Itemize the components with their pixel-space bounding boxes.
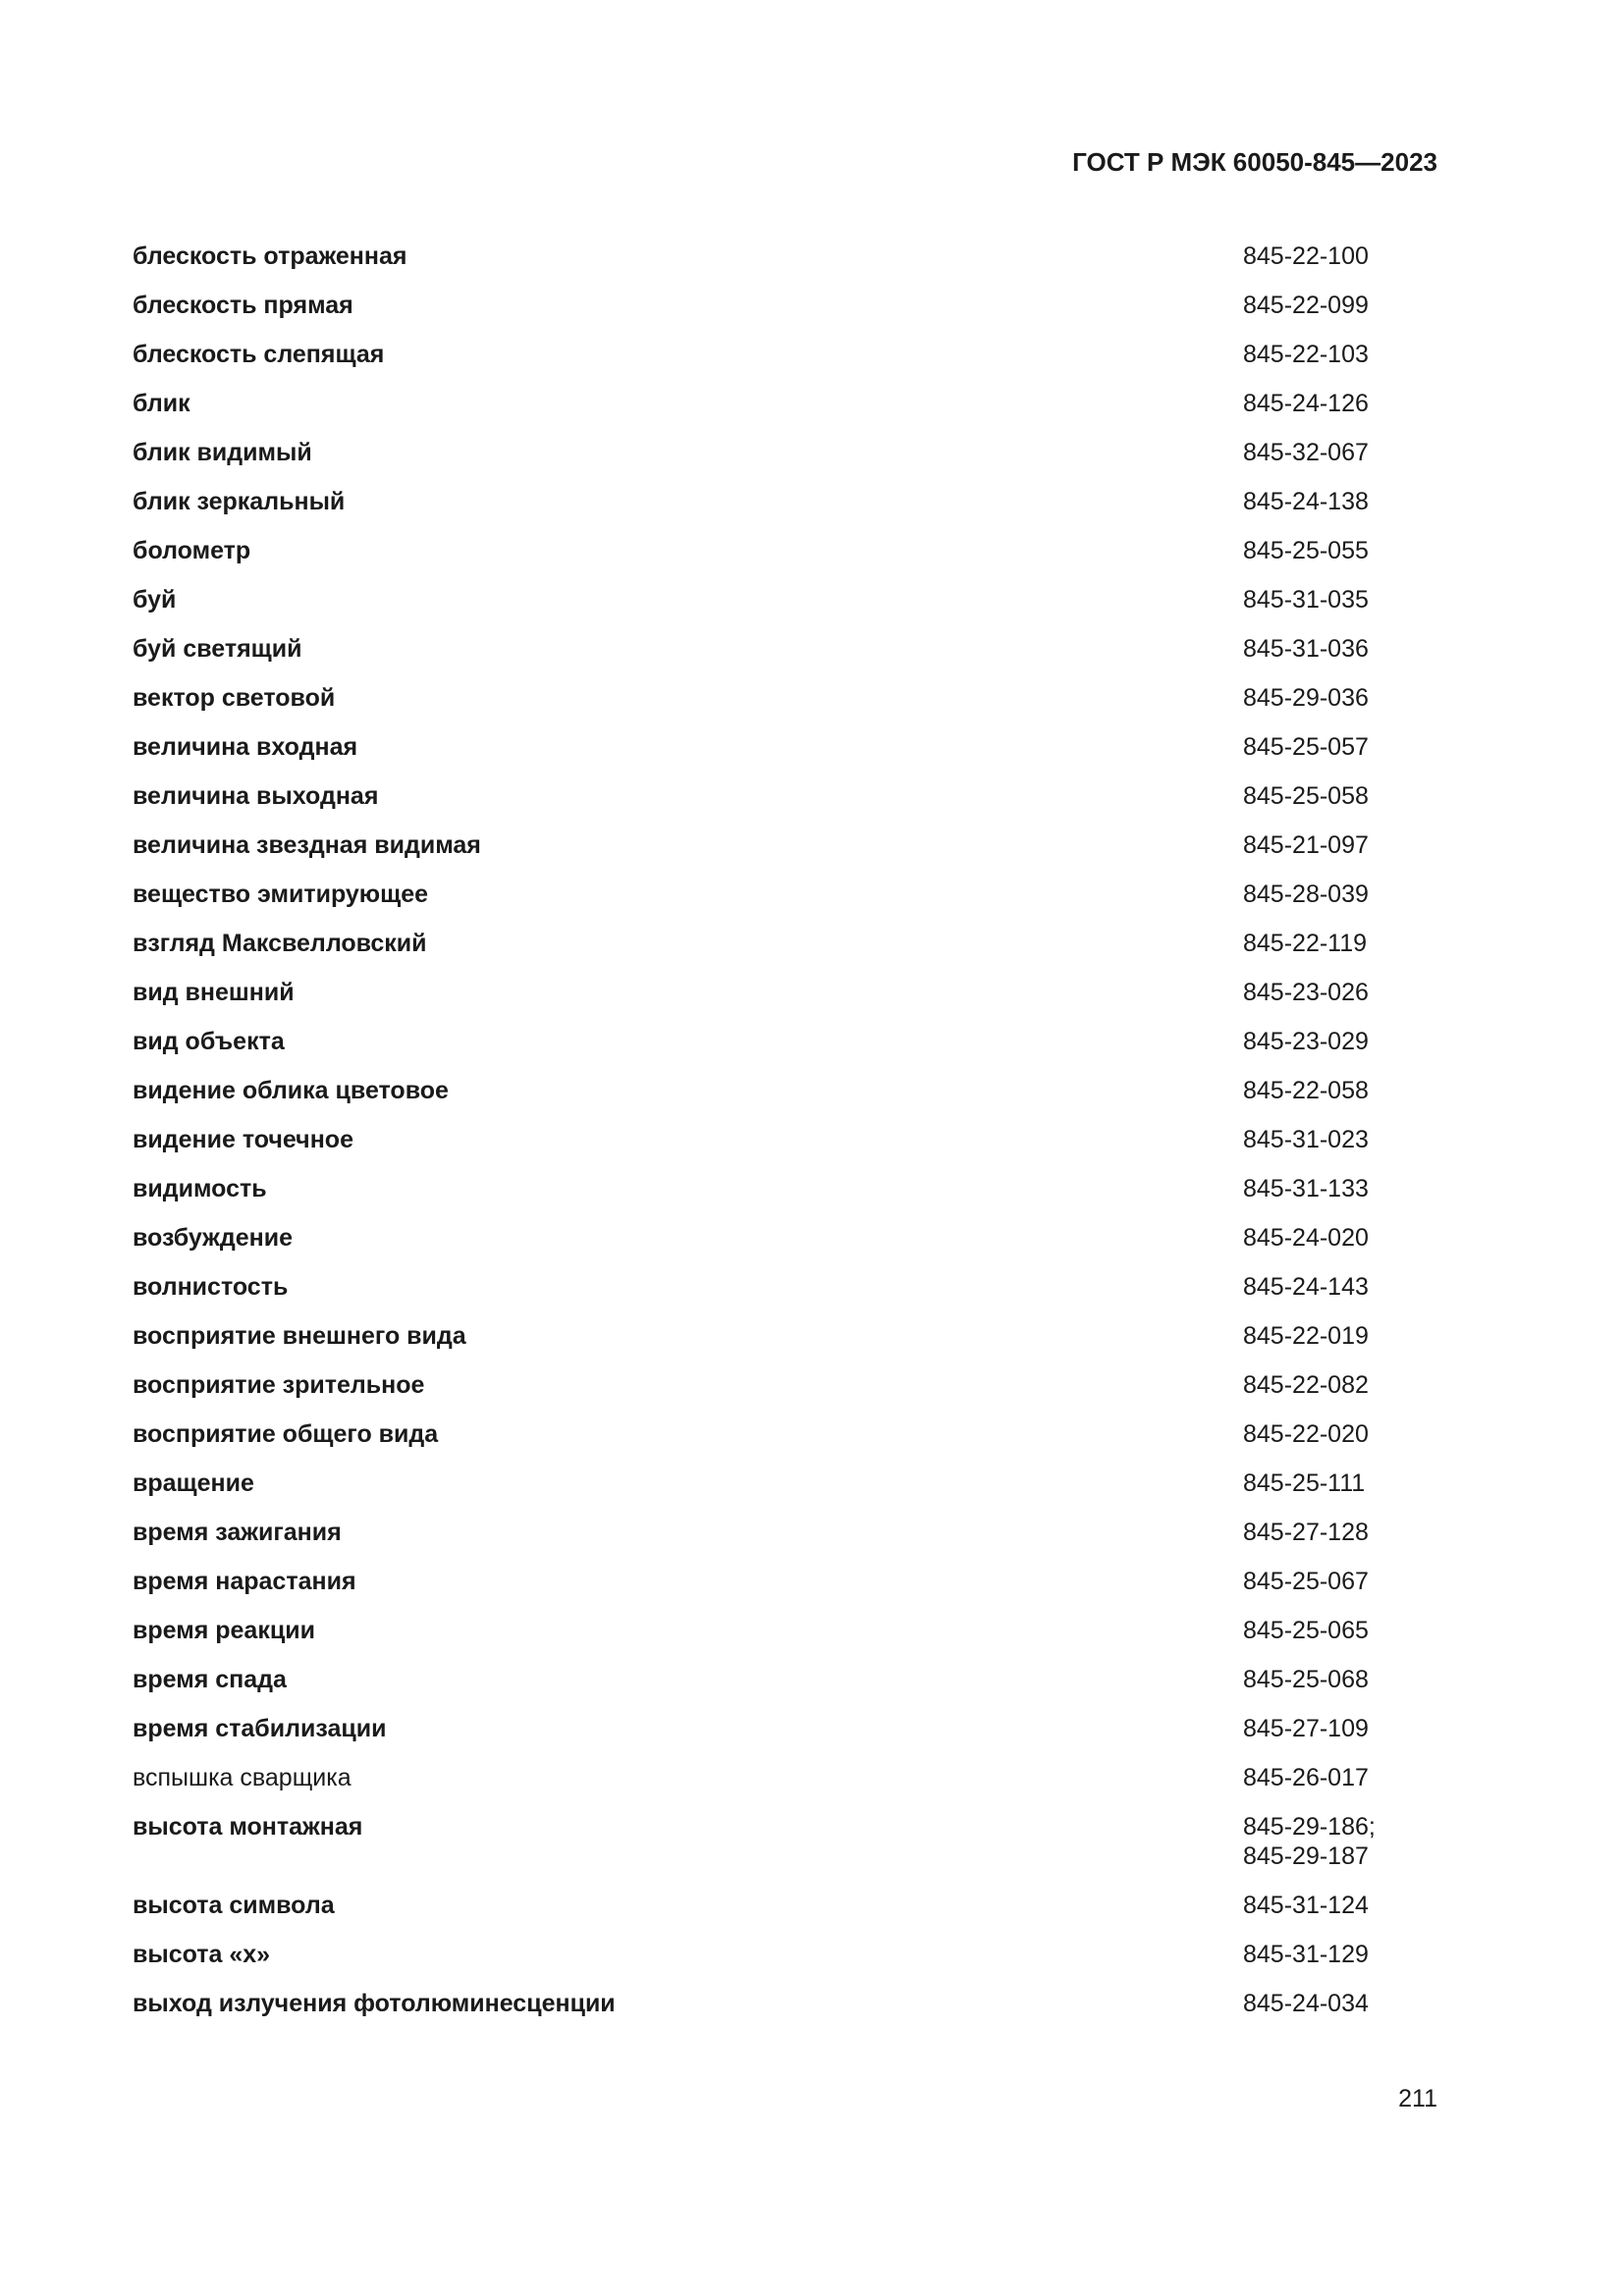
index-entry (133, 1027, 1438, 1076)
index-term: блескость прямая (133, 292, 353, 319)
index-term: величина звездная видимая (133, 831, 481, 859)
index-term: высота монтажная (133, 1813, 363, 1841)
index-term-code: 845-31-035 (1243, 586, 1369, 614)
index-term: время нарастания (133, 1568, 356, 1595)
index-entry (133, 1419, 1438, 1468)
index-term-code: 845-23-026 (1243, 979, 1369, 1006)
index-entry (133, 1468, 1438, 1518)
index-term: время реакции (133, 1617, 315, 1644)
index-term-code: 845-24-020 (1243, 1224, 1369, 1252)
index-term: вид внешний (133, 979, 295, 1006)
index-term: буй (133, 586, 177, 614)
index-term-code: 845-22-019 (1243, 1322, 1369, 1350)
index-term: вращение (133, 1469, 254, 1497)
index-term: блик (133, 390, 190, 417)
index-term-code: 845-25-065 (1243, 1617, 1369, 1644)
index-term: вещество эмитирующее (133, 881, 429, 908)
index-term-code: 845-29-036 (1243, 684, 1369, 712)
index-entry (133, 241, 1438, 291)
index-term: величина выходная (133, 782, 379, 810)
index-term-code: 845-25-058 (1243, 782, 1369, 810)
index-term-code: 845-25-055 (1243, 537, 1369, 564)
index-entry (133, 487, 1438, 536)
index-term-code: 845-22-058 (1243, 1077, 1369, 1104)
index-term-code: 845-25-111 (1243, 1469, 1366, 1497)
index-term-code: 845-25-067 (1243, 1568, 1369, 1595)
index-entry (133, 291, 1438, 340)
index-entry (133, 1223, 1438, 1272)
index-term: блик зеркальный (133, 488, 346, 515)
index-term-code: 845-24-143 (1243, 1273, 1369, 1301)
index-term-code: 845-31-133 (1243, 1175, 1369, 1202)
index-entry (133, 1714, 1438, 1763)
index-entry (133, 1812, 1438, 1891)
index-term-code: 845-23-029 (1243, 1028, 1369, 1055)
index-entry (133, 1763, 1438, 1812)
term-index-list (133, 241, 1438, 2038)
index-term: видение облика цветовое (133, 1077, 449, 1104)
index-term: высота символа (133, 1892, 335, 1919)
index-term: время спада (133, 1666, 287, 1693)
index-entry (133, 1989, 1438, 2038)
index-term: болометр (133, 537, 251, 564)
index-entry (133, 830, 1438, 880)
index-term: восприятие зрительное (133, 1371, 425, 1399)
index-term-code: 845-24-138 (1243, 488, 1369, 515)
index-entry (133, 1891, 1438, 1940)
index-term: восприятие внешнего вида (133, 1322, 466, 1350)
index-entry (133, 389, 1438, 438)
index-entry (133, 732, 1438, 781)
index-term-code: 845-22-119 (1243, 930, 1368, 957)
index-term: волнистость (133, 1273, 289, 1301)
index-term-code: 845-31-023 (1243, 1126, 1369, 1153)
index-term: возбуждение (133, 1224, 293, 1252)
document-header: ГОСТ Р МЭК 60050-845—2023 (1072, 147, 1437, 177)
index-term: вектор световой (133, 684, 336, 712)
index-term-code: 845-25-057 (1243, 733, 1369, 761)
index-term-code: 845-25-068 (1243, 1666, 1369, 1693)
index-term: блескость слепящая (133, 341, 385, 368)
index-term-code: 845-29-186; 845-29-187 (1243, 1813, 1376, 1870)
index-term-code: 845-22-082 (1243, 1371, 1369, 1399)
index-entry (133, 1665, 1438, 1714)
index-entry (133, 536, 1438, 585)
index-term-code: 845-22-100 (1243, 242, 1369, 270)
index-entry (133, 585, 1438, 634)
index-entry (133, 1370, 1438, 1419)
index-term: блескость отраженная (133, 242, 407, 270)
index-entry (133, 1174, 1438, 1223)
index-term: блик видимый (133, 439, 312, 466)
index-term-code: 845-22-020 (1243, 1420, 1369, 1448)
index-term-code: 845-31-124 (1243, 1892, 1369, 1919)
index-entry (133, 978, 1438, 1027)
index-term-code: 845-24-034 (1243, 1990, 1369, 2017)
index-term: взгляд Максвелловский (133, 930, 427, 957)
index-term: вспышка сварщика (133, 1764, 352, 1791)
index-entry (133, 438, 1438, 487)
index-entry (133, 1076, 1438, 1125)
index-term-code: 845-31-036 (1243, 635, 1369, 663)
index-term: буй светящий (133, 635, 302, 663)
index-term-code: 845-27-128 (1243, 1519, 1369, 1546)
index-term: высота «х» (133, 1941, 271, 1968)
index-term-code: 845-21-097 (1243, 831, 1369, 859)
index-term: восприятие общего вида (133, 1420, 439, 1448)
index-term-code: 845-22-099 (1243, 292, 1369, 319)
index-term: выход излучения фотолюминесценции (133, 1990, 616, 2017)
index-term-code: 845-22-103 (1243, 341, 1369, 368)
index-entry (133, 781, 1438, 830)
index-entry (133, 880, 1438, 929)
index-term-code: 845-31-129 (1243, 1941, 1369, 1968)
index-term: время зажигания (133, 1519, 342, 1546)
index-term-code: 845-26-017 (1243, 1764, 1369, 1791)
page-number: 211 (1398, 2085, 1437, 2112)
index-entry (133, 1518, 1438, 1567)
index-entry (133, 683, 1438, 732)
index-term-code: 845-28-039 (1243, 881, 1369, 908)
index-term: время стабилизации (133, 1715, 387, 1742)
index-term: вид объекта (133, 1028, 285, 1055)
index-entry (133, 1567, 1438, 1616)
index-entry (133, 1616, 1438, 1665)
index-entry (133, 1940, 1438, 1989)
index-term: видимость (133, 1175, 267, 1202)
index-entry (133, 1321, 1438, 1370)
index-term-code: 845-27-109 (1243, 1715, 1369, 1742)
index-term: видение точечное (133, 1126, 353, 1153)
index-entry (133, 1125, 1438, 1174)
index-entry (133, 340, 1438, 389)
index-term: величина входная (133, 733, 358, 761)
index-entry (133, 1272, 1438, 1321)
index-term-code: 845-24-126 (1243, 390, 1369, 417)
index-entry (133, 929, 1438, 978)
index-entry (133, 634, 1438, 683)
index-term-code: 845-32-067 (1243, 439, 1369, 466)
